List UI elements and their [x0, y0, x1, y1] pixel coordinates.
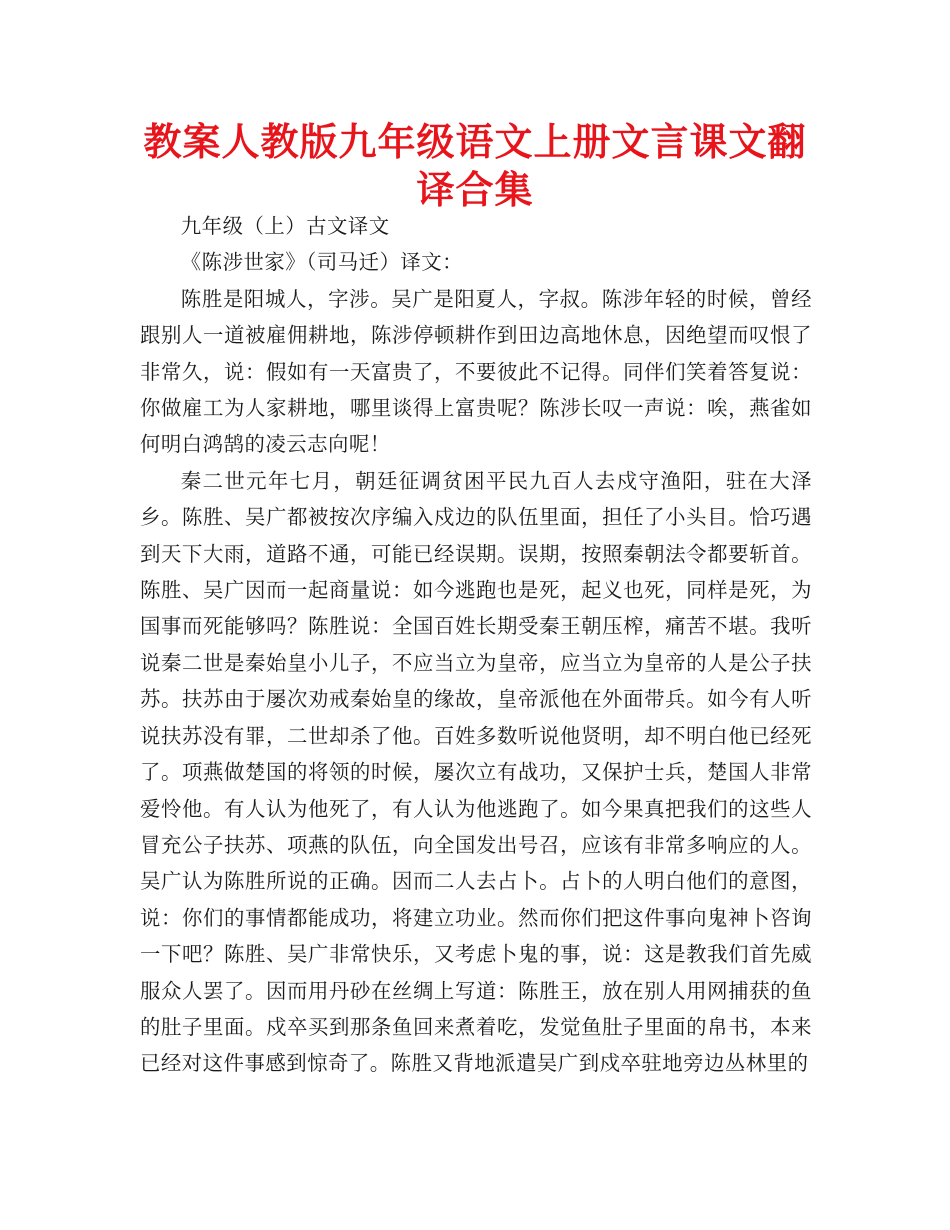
section-heading: 九年级（上）古文译文 — [180, 214, 390, 238]
document-body — [140, 208, 812, 1082]
paragraph: 秦二世元年七月，朝廷征调贫困平民九百人去戍守渔阳，驻在大泽乡。陈胜、吴广都被按次序编入戍边的队伍里面，担任了小头目。恰巧遇到天下大雨，道路不通，可能已经误期。误期，按照秦朝法令都要斩首。陈胜、吴广因而一起商量说：如今逃跑也是死，起义也死，同样是死，为国事而死能够吗？陈胜说：全国百姓长期受秦王朝压榨，痛苦不堪。我听说秦二世是秦始皇小儿子，不应当立为皇帝，应当立为皇帝的人是公子扶苏。扶苏由于屡次劝戒秦始皇的缘故，皇帝派他在外面带兵。如今有人听说扶苏没有罪，二世却杀了他。百姓多数听说他贤明，却不明白他已经死了。项燕做楚国的将领的时候，屡次立有战功，又保护士兵，楚国人非常爱怜他。有人认为他死了，有人认为他逃跑了。如今果真把我们的这些人冒充公子扶苏、项燕的队伍，向全国发出号召，应该有非常多响应的人。吴广认为陈胜所说的正确。因而二人去占卜。占卜的人明白他们的意图，说：你们的事情都能成功，将建立功业。然而你们把这件事向鬼神卜咨询一下吧？陈胜、吴广非常快乐，又考虑卜鬼的事，说：这是教我们首先威服众人罢了。因而用丹砂在丝绸上写道：陈胜王，放在别人用网捕获的鱼的肚子里面。戍卒买到那条鱼回来煮着吃，发觉鱼肚子里面的帛书，本来已经对这件事感到惊奇了。陈胜又背地派遣吴广到戍卒驻地旁边丛林里的 — [140, 468, 812, 1076]
paragraph: 陈胜是阳城人，字涉。吴广是阳夏人，字叔。陈涉年轻的时候，曾经跟别人一道被雇佣耕地，陈涉停顿耕作到田边高地休息，因绝望而叹恨了非常久，说：假如有一天富贵了，不要彼此不记得。同伴们笑着答复说：你做雇工为人家耕地，哪里谈得上富贵呢？陈涉长叹一声说：唉，燕雀如何明白鸿鹄的凌云志向呢！ — [140, 286, 812, 457]
document-title: 教案人教版九年级语文上册文言课文翻译合集 — [143, 120, 807, 212]
article-heading: 《陈涉世家》（司马迁）译文： — [180, 250, 464, 275]
